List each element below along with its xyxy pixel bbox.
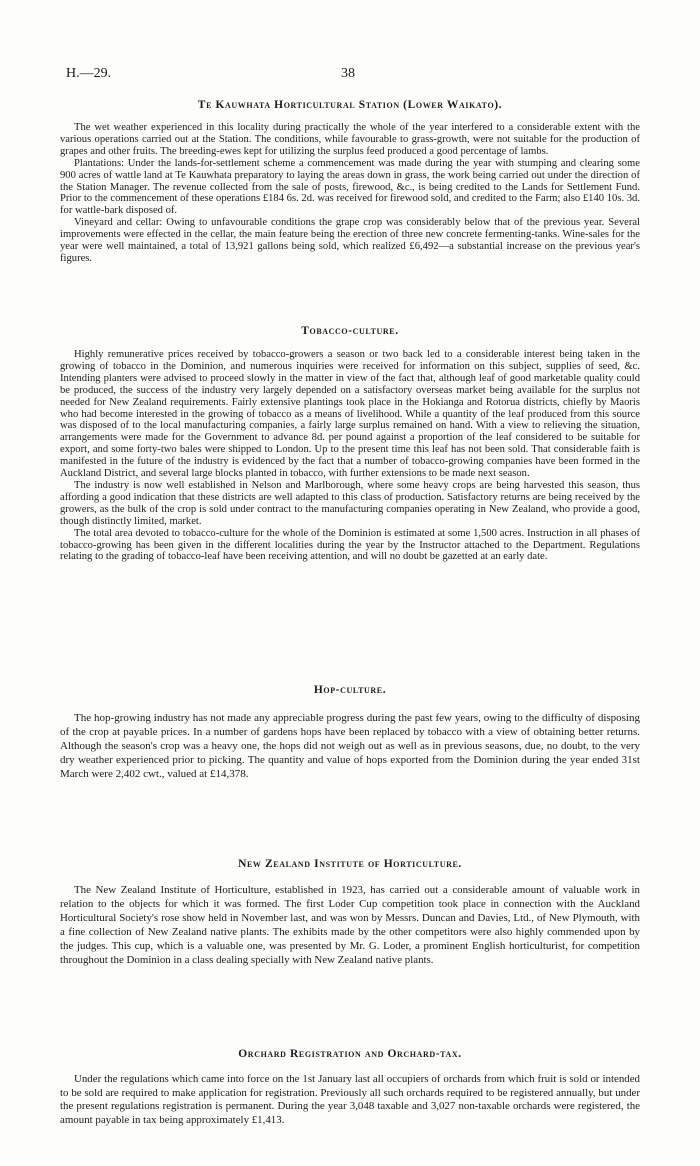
page-number: 38 [341,66,355,81]
paragraph: The hop-growing industry has not made any appreciable progress during the past few years, owing to the difficulty of disposing of the crop at payable prices. In a number of gardens hops have been replaced by tobacco with a view of obtaining better returns. Although the season's crop was a heavy one, the hops did not weigh out as well as in previous seasons, due, no doubt, to the very dry weather experienced prior to picking. The quantity and value of hops exported from the Dominion during the year ended 31st March were 2,402 cwt., valued at £14,378. [60,712,640,780]
section-heading: Te Kauwhata Horticultural Station (Lower Waikato). [197,99,503,111]
section-heading: New Zealand Institute of Horticulture. [238,858,462,870]
paragraph: The industry is now well established in Nelson and Marlborough, where some heavy crops are being harvested this season, thus affording a good indication that these districts are well adapted to this class of production. Satisfactory returns are being received by the growers, as the bulk of the crop is sold under contract to the manufacturing companies operating in New Zealand, who provide a good, though distinctly limited, market. [60,479,640,527]
section-te-kauwhata [60,98,640,265]
paragraph: Highly remunerative prices received by tobacco-growers a season or two back led to a considerable interest being taken in the growing of tobacco in the Dominion, and numerous inquiries were received for information on this subject, supplies of seed, &c. Intending planters were advised to proceed slowly in the matter in view of the fact that, although leaf of good marketable quality could be produced, the success of the industry very largely depended on a satisfactory overseas market being available for the surplus not needed for New Zealand requirements. Fairly extensive plantings took place in the Hokianga and Rotorua districts, chiefly by Maoris who had become interested in the growing of tobacco as a means of livelihood. While a quantity of the leaf produced from this source was disposed of to the local manufacturing companies, a fairly large surplus remained on hand. With a view to relieving the situation, arrangements were made for the Government to advance 8d. per pound against a proportion of the leaf considered to be suitable for export, and some forty-two bales were shipped to London. Up to the present time this leaf has not been sold. That considerable faith is manifested in the future of the industry is evidenced by the fact that a number of tobacco-growing companies have been formed in the Auckland District, and several large blocks planted in tobacco, with further extensions to be made next season. [60,349,640,480]
page-header [66,66,640,84]
section-tobacco-culture [60,324,640,563]
section-heading: Orchard Registration and Orchard-tax. [238,1048,462,1060]
section-hop-culture [60,683,640,781]
paragraph: Under the regulations which came into force on the 1st January last all occupiers of orchards from which fruit is sold or intended to be sold are required to make application for registration. Previously all such orchards required to be registered annually, but under the present regulations registration is permanent. During the year 3,048 taxable and 3,027 non-taxable orchards were registered, the amount payable in tax being approximately £1,413. [60,1073,640,1126]
section-heading: Hop-culture. [313,684,387,696]
section-institute-of-horticulture [60,857,640,967]
paragraph: The New Zealand Institute of Horticulture, established in 1923, has carried out a considerable amount of valuable work in relation to the objects for which it was formed. The first Loder Cup competition took place in connection with the Auckland Horticultural Society's rose show held in November last, and was won by Messrs. Duncan and Davies, Ltd., of New Plymouth, with a fine collection of New Zealand native plants. The exhibits made by the other competitors were also highly commended upon by the judges. This cup, which is a valuable one, was presented by Mr. G. Loder, a prominent English horticulturist, for competition throughout the Dominion in a class dealing specially with New Zealand native plants. [60,884,640,966]
section-heading: Tobacco-culture. [301,325,399,337]
paragraph: Vineyard and cellar: Owing to unfavourable conditions the grape crop was considerably below that of the previous year. Several improvements were effected in the cellar, the main feature being the erection of three new concrete fermenting-tanks. Wine-sales for the year were well maintained, a total of 13,921 gallons being sold, which realized £6,492—a substantial increase on the previous year's figures. [60,217,640,264]
section-orchard-registration [60,1047,640,1127]
paragraph: Plantations: Under the lands-for-settlement scheme a commencement was made during the year with stumping and clearing some 900 acres of wattle land at Te Kauwhata preparatory to laying the areas down in grass, the work being carried out under the direction of the Station Manager. The revenue collected from the sale of posts, firewood, &c., is being credited to the Lands for Settlement Fund. Prior to the commencement of these operations £184 6s. 2d. was received for firewood sold, and credited to the Farm; also £140 10s. 3d. for wattle-bark disposed of. [60,157,640,217]
paragraph: The wet weather experienced in this locality during practically the whole of the year interfered to a considerable extent with the various operations carried out at the Station. The conditions, while favourable to grass-growth, were not suitable for the production of grapes and other fruits. The breeding-ewes kept for utilizing the surplus feed produced a good percentage of lambs. [60,122,640,157]
report-reference: H.—29. [66,66,112,81]
paragraph: The total area devoted to tobacco-culture for the whole of the Dominion is estimated at some 1,500 acres. Instruction in all phases of tobacco-growing has been given in the different localities during the year by the Instructor attached to the Department. Regulations relating to the grading of tobacco-leaf have been receiving attention, and will no doubt be gazetted at an early date. [60,527,640,563]
